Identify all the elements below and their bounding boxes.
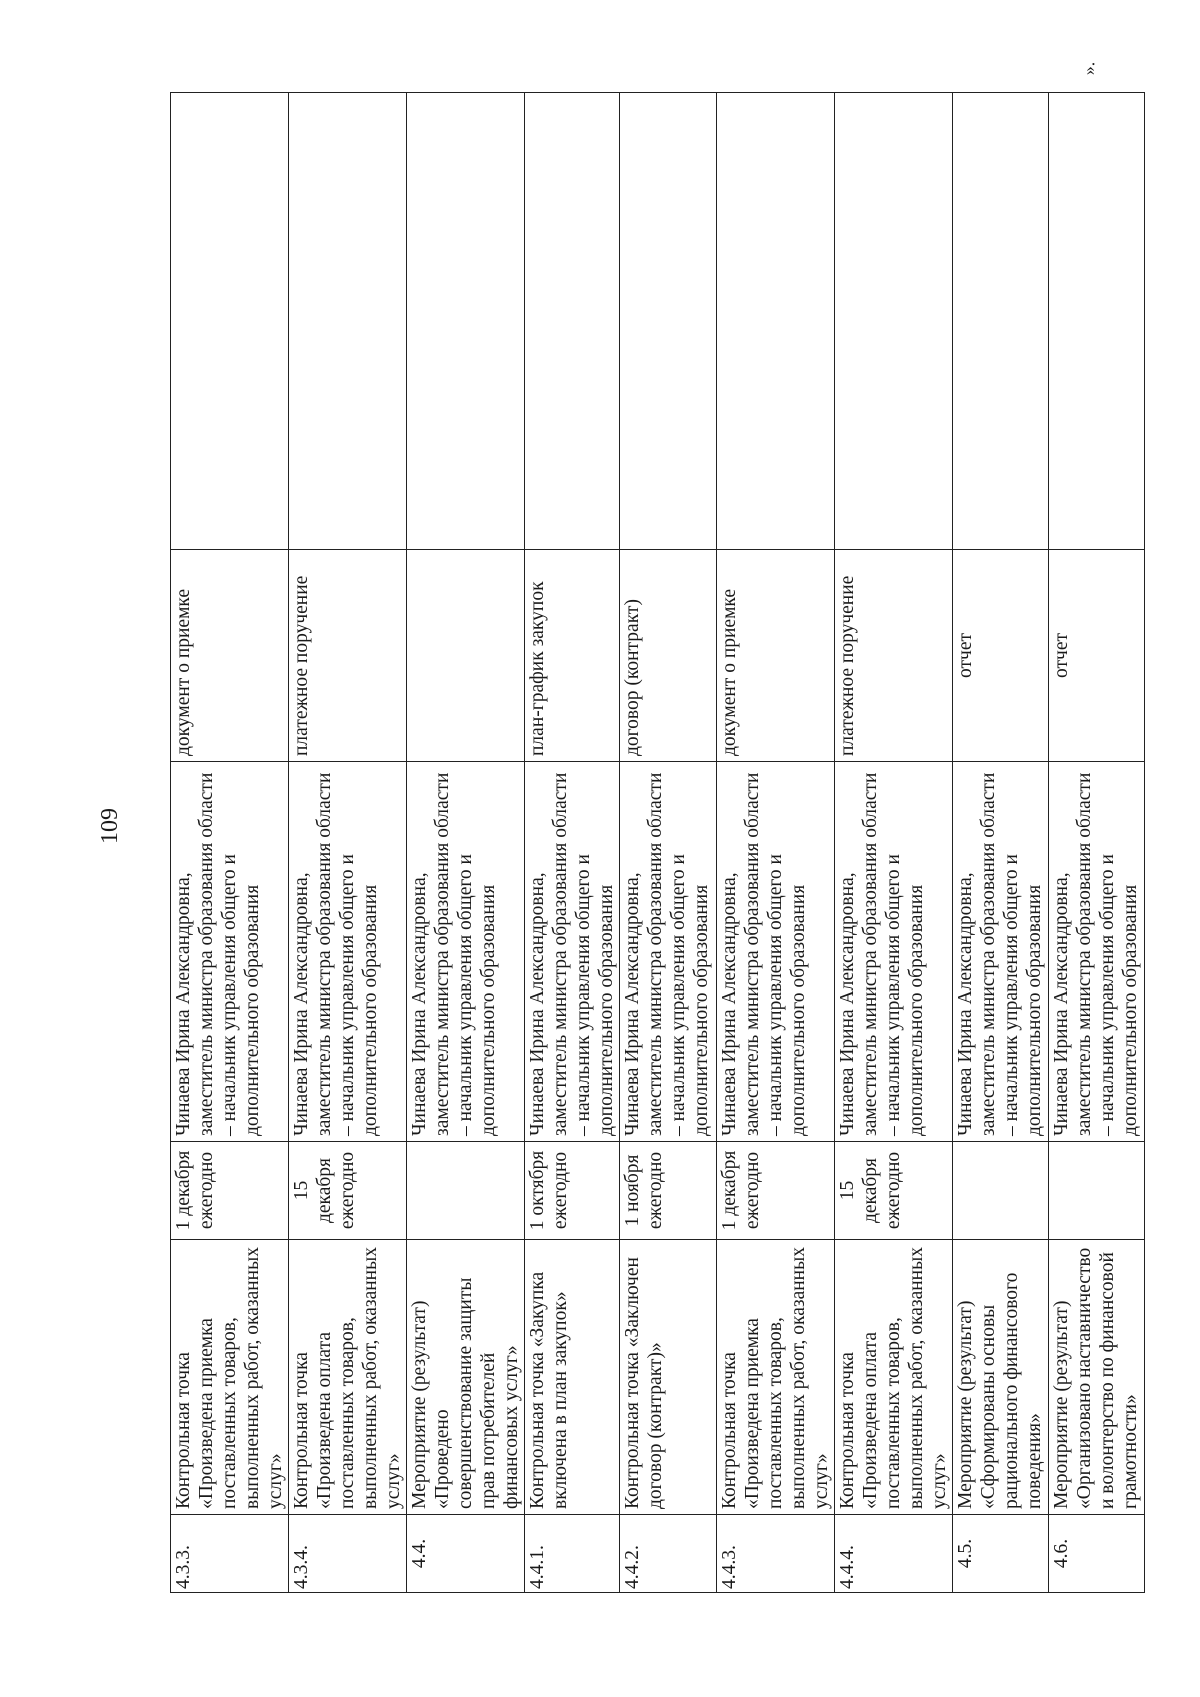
document-cell: отчет [1049, 550, 1145, 762]
table-row [525, 93, 620, 1593]
event-name-cell: Контрольная точка «Произведена оплата поставленных товаров, выполненных работ, оказанных услуг» [835, 1240, 953, 1515]
table-row [835, 93, 953, 1593]
responsible-cell: Чинаева Ирина Александровна, заместитель министра образования области – начальник управления общего и дополнительного образования [289, 762, 407, 1142]
row-number-cell: 4.6. [1049, 1515, 1145, 1593]
row-number-cell: 4.4.4. [835, 1515, 953, 1593]
date-cell: 1 ноября ежегодно [620, 1142, 717, 1240]
responsible-cell: Чинаева Ирина Александровна, заместитель министра образования области – начальник управления общего и дополнительного образования [171, 762, 289, 1142]
responsible-cell: Чинаева Ирина Александровна, заместитель министра образования области – начальник управления общего и дополнительного образования [717, 762, 835, 1142]
responsible-cell: Чинаева Ирина Александровна, заместитель министра образования области – начальник управления общего и дополнительного образования [953, 762, 1049, 1142]
date-cell: 1 декабря ежегодно [717, 1142, 835, 1240]
plan-table [170, 92, 1145, 1593]
table-row [717, 93, 835, 1593]
responsible-cell: Чинаева Ирина Александровна, заместитель министра образования области – начальник управления общего и дополнительного образования [835, 762, 953, 1142]
document-cell: план-график закупок [525, 550, 620, 762]
date-cell [1049, 1142, 1145, 1240]
event-name-cell: Контрольная точка «Произведена оплата поставленных товаров, выполненных работ, оказанных услуг» [289, 1240, 407, 1515]
extra-cell [835, 93, 953, 550]
extra-cell [171, 93, 289, 550]
document-cell: документ о приемке [717, 550, 835, 762]
extra-cell [289, 93, 407, 550]
date-cell [953, 1142, 1049, 1240]
page-number: 109 [97, 808, 123, 844]
row-number-cell: 4.4.2. [620, 1515, 717, 1593]
document-cell: платежное поручение [289, 550, 407, 762]
extra-cell [717, 93, 835, 550]
responsible-cell: Чинаева Ирина Александровна, заместитель министра образования области – начальник управления общего и дополнительного образования [407, 762, 525, 1142]
extra-cell [620, 93, 717, 550]
event-name-cell: Контрольная точка «Закупка включена в план закупок» [525, 1240, 620, 1515]
document-cell: документ о приемке [171, 550, 289, 762]
closing-quote-mark: ». [1078, 61, 1099, 76]
date-cell: 15 декабря ежегодно [835, 1142, 953, 1240]
document-cell: платежное поручение [835, 550, 953, 762]
row-number-cell: 4.4. [407, 1515, 525, 1593]
event-name-cell: Мероприятие (результат) «Проведено совершенствование защиты прав потребителей финансовых услуг» [407, 1240, 525, 1515]
date-cell: 1 декабря ежегодно [171, 1142, 289, 1240]
table-row [1049, 93, 1145, 1593]
document-cell: договор (контракт) [620, 550, 717, 762]
table-row [407, 93, 525, 1593]
extra-cell [407, 93, 525, 550]
responsible-cell: Чинаева Ирина Александровна, заместитель министра образования области – начальник управления общего и дополнительного образования [620, 762, 717, 1142]
extra-cell [953, 93, 1049, 550]
date-cell [407, 1142, 525, 1240]
responsible-cell: Чинаева Ирина Александровна, заместитель министра образования области – начальник управления общего и дополнительного образования [1049, 762, 1145, 1142]
table-row [620, 93, 717, 1593]
event-name-cell: Контрольная точка «Заключен договор (контракт)» [620, 1240, 717, 1515]
date-cell: 15 декабря ежегодно [289, 1142, 407, 1240]
extra-cell [525, 93, 620, 550]
table-row [171, 93, 289, 1593]
event-name-cell: Контрольная точка «Произведена приемка поставленных товаров, выполненных работ, оказанных услуг» [717, 1240, 835, 1515]
rotated-table-container [170, 93, 1141, 1593]
row-number-cell: 4.4.1. [525, 1515, 620, 1593]
responsible-cell: Чинаева Ирина Александровна, заместитель министра образования области – начальник управления общего и дополнительного образования [525, 762, 620, 1142]
table-row [289, 93, 407, 1593]
document-cell [407, 550, 525, 762]
event-name-cell: Мероприятие (результат) «Организовано наставничество и волонтерство по финансовой грамотности» [1049, 1240, 1145, 1515]
document-cell: отчет [953, 550, 1049, 762]
event-name-cell: Мероприятие (результат) «Сформированы основы рационального финансового поведения» [953, 1240, 1049, 1515]
table-row [953, 93, 1049, 1593]
extra-cell [1049, 93, 1145, 550]
row-number-cell: 4.4.3. [717, 1515, 835, 1593]
row-number-cell: 4.5. [953, 1515, 1049, 1593]
row-number-cell: 4.3.4. [289, 1515, 407, 1593]
event-name-cell: Контрольная точка «Произведена приемка поставленных товаров, выполненных работ, оказанных услуг» [171, 1240, 289, 1515]
row-number-cell: 4.3.3. [171, 1515, 289, 1593]
date-cell: 1 октября ежегодно [525, 1142, 620, 1240]
